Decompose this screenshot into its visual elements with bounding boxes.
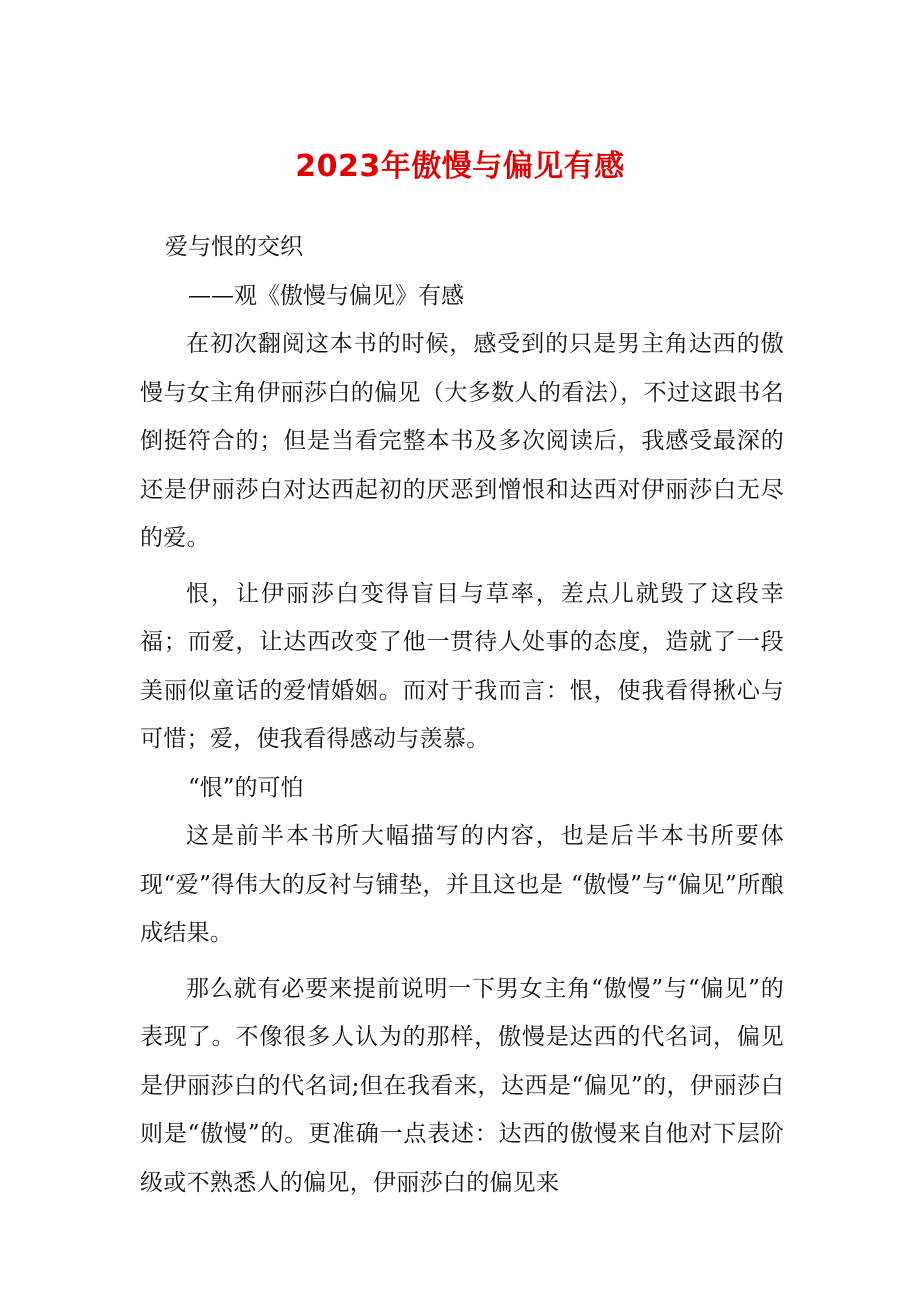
- paragraph: 那么就有必要来提前说明一下男女主角“傲慢”与“偏见”的表现了。不像很多人认为的那样，傲慢是达西的代名词，偏见是伊丽莎白的代名词;但在我看来，达西是“偏见”的，伊丽莎白则是“傲慢”的。更准确一点表述：达西的傲慢来自他对下层阶级或不熟悉人的偏见，伊丽莎白的偏见来: [140, 975, 784, 1196]
- paragraph: 恨，让伊丽莎白变得盲目与草率，差点儿就毁了这段幸福；而爱，让达西改变了他一贯待人处事的态度，造就了一段美丽似童话的爱情婚姻。而对于我而言：恨，使我看得揪心与可惜；爱，使我看得感动与羡慕。: [140, 580, 784, 752]
- section-heading: “恨”的可怕: [188, 774, 304, 801]
- essay-subheading: ——观《傲慢与偏见》有感: [188, 282, 464, 309]
- paragraph: 这是前半本书所大幅描写的内容，也是后半本书所要体现“爱”得伟大的反衬与铺垫，并且这也是 “傲慢”与“偏见”所酿成结果。: [140, 823, 784, 946]
- essay-heading: 爱与恨的交织: [165, 234, 303, 260]
- paragraph: 在初次翻阅这本书的时候，感受到的只是男主角达西的傲慢与女主角伊丽莎白的偏见（大多数人的看法），不过这跟书名倒挺符合的；但是当看完整本书及多次阅读后，我感受最深的还是伊丽莎白对达西起初的厌恶到憎恨和达西对伊丽莎白无尽的爱。: [140, 331, 784, 551]
- document-title: 2023年傲慢与偏见有感: [295, 149, 625, 184]
- document-body: [140, 223, 784, 1207]
